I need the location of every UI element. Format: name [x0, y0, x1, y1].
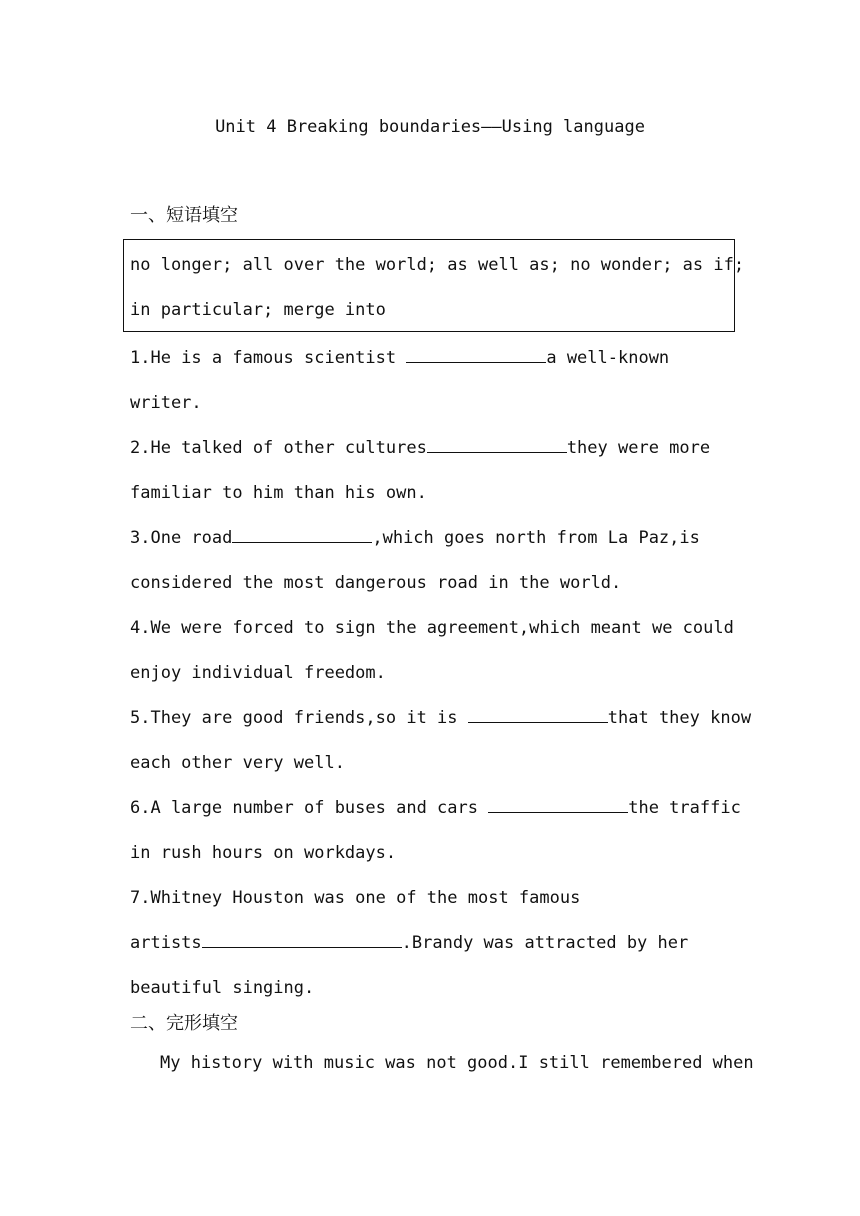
question-2-line2: familiar to him than his own.	[130, 483, 427, 503]
question-1-line1: 1.He is a famous scientist a well-known	[130, 348, 670, 368]
question-3-line2: considered the most dangerous road in the world.	[130, 573, 622, 593]
answer-blank-3[interactable]	[232, 527, 372, 543]
phrase-box-line1: no longer; all over the world; as well as; no wonder; as if;	[130, 255, 745, 275]
question-4-line2: enjoy individual freedom.	[130, 663, 386, 683]
answer-blank-7[interactable]	[202, 932, 402, 948]
question-5-line2: each other very well.	[130, 753, 345, 773]
question-1-line2: writer.	[130, 393, 202, 413]
question-5-line1: 5.They are good friends,so it is that they know	[130, 708, 752, 728]
question-2-line1: 2.He talked of other cultures they were more	[130, 438, 711, 458]
question-6-line1: 6.A large number of buses and cars the traffic	[130, 798, 741, 818]
question-4-line1: 4.We were forced to sign the agreement,which meant we could	[130, 618, 734, 638]
question-7-line1: 7.Whitney Houston was one of the most famous	[130, 888, 581, 908]
question-7-line3: beautiful singing.	[130, 978, 315, 998]
passage-paragraph: My history with music was not good.I still remembered when	[160, 1053, 754, 1073]
answer-blank-1[interactable]	[406, 347, 546, 363]
section1-heading: 一、短语填空	[130, 205, 238, 226]
question-3-line1: 3.One road ,which goes north from La Paz,is	[130, 528, 700, 548]
phrase-box-line2: in particular; merge into	[130, 300, 386, 320]
section2-heading: 二、完形填空	[130, 1013, 238, 1034]
question-7-line2: artists .Brandy was attracted by her	[130, 933, 689, 953]
question-6-line2: in rush hours on workdays.	[130, 843, 397, 863]
answer-blank-6[interactable]	[488, 797, 628, 813]
answer-blank-5[interactable]	[468, 707, 608, 723]
page-title: Unit 4 Breaking boundaries——Using language	[215, 117, 645, 137]
answer-blank-2[interactable]	[427, 437, 567, 453]
